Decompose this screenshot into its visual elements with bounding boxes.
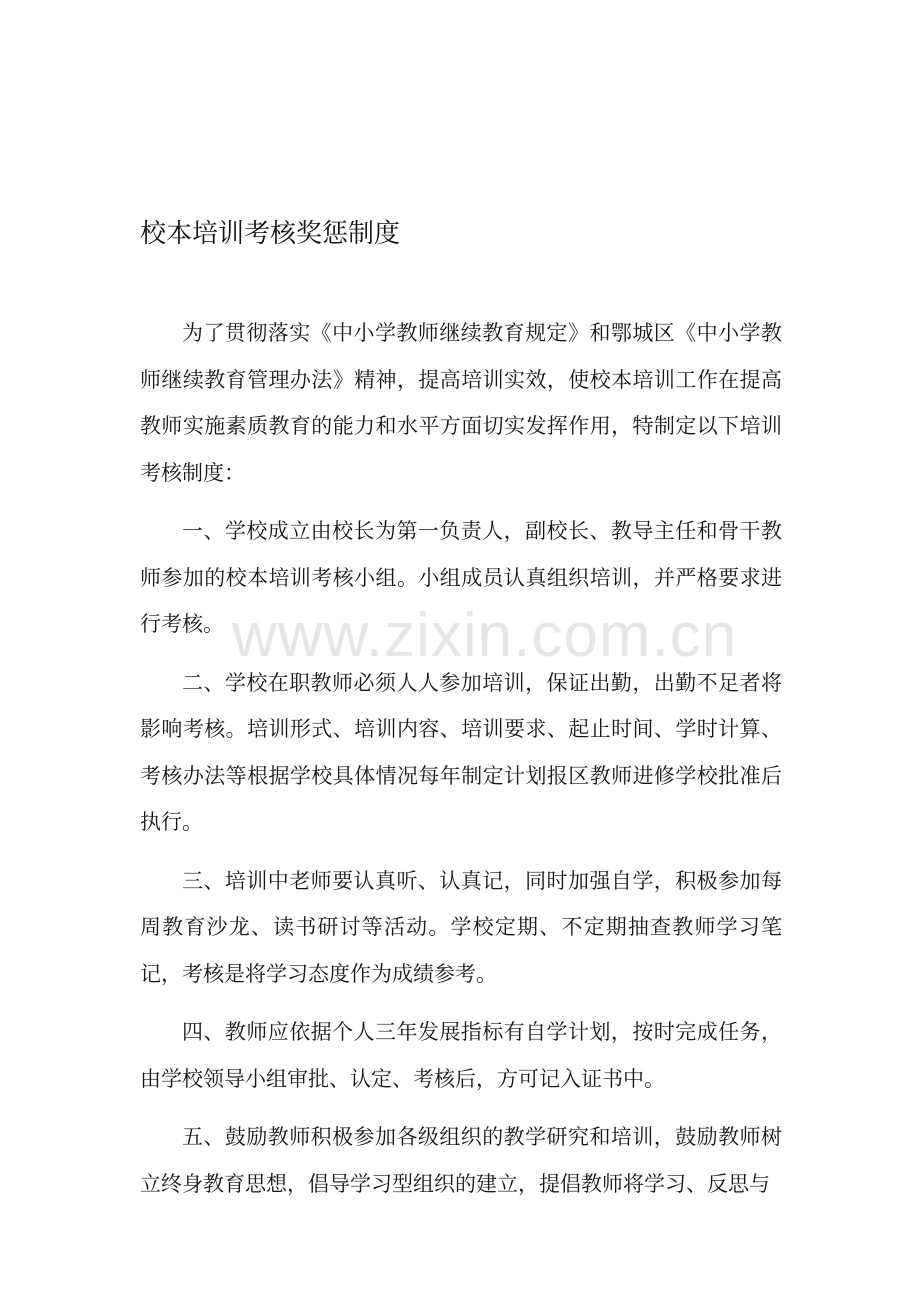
document-body	[140, 310, 782, 1219]
paragraph-1: 一、学校成立由校长为第一负责人，副校长、教导主任和骨干教师参加的校本培训考核小组。小组成员认真组织培训，并严格要求进行考核。	[140, 519, 782, 636]
watermark: www.zixin.com.cn	[232, 601, 738, 670]
paragraph-5: 五、鼓励教师积极参加各级组织的教学研究和培训，鼓励教师树立终身教育思想，倡导学习型组织的建立，提倡教师将学习、反思与	[140, 1125, 782, 1196]
paragraph-2: 二、学校在职教师必须人人参加培训，保证出勤，出勤不足者将影响考核。培训形式、培训内容、培训要求、起止时间、学时计算、考核办法等根据学校具体情况每年制定计划报区教师进修学校批准后执行。	[140, 670, 782, 834]
paragraph-3: 三、培训中老师要认真听、认真记，同时加强自学，积极参加每周教育沙龙、读书研讨等活动。学校定期、不定期抽查教师学习笔记，考核是将学习态度作为成绩参考。	[140, 868, 782, 986]
paragraph-4: 四、教师应依据个人三年发展指标有自学计划，按时完成任务，由学校领导小组审批、认定、考核后，方可记入证书中。	[140, 1020, 782, 1091]
paragraph-intro: 为了贯彻落实《中小学教师继续教育规定》和鄂城区《中小学教师继续教育管理办法》精神，提高培训实效，使校本培训工作在提高教师实施素质教育的能力和水平方面切实发挥作用，特制定以下培训考核制度：	[140, 321, 782, 485]
document-title: 校本培训考核奖惩制度	[140, 219, 401, 249]
